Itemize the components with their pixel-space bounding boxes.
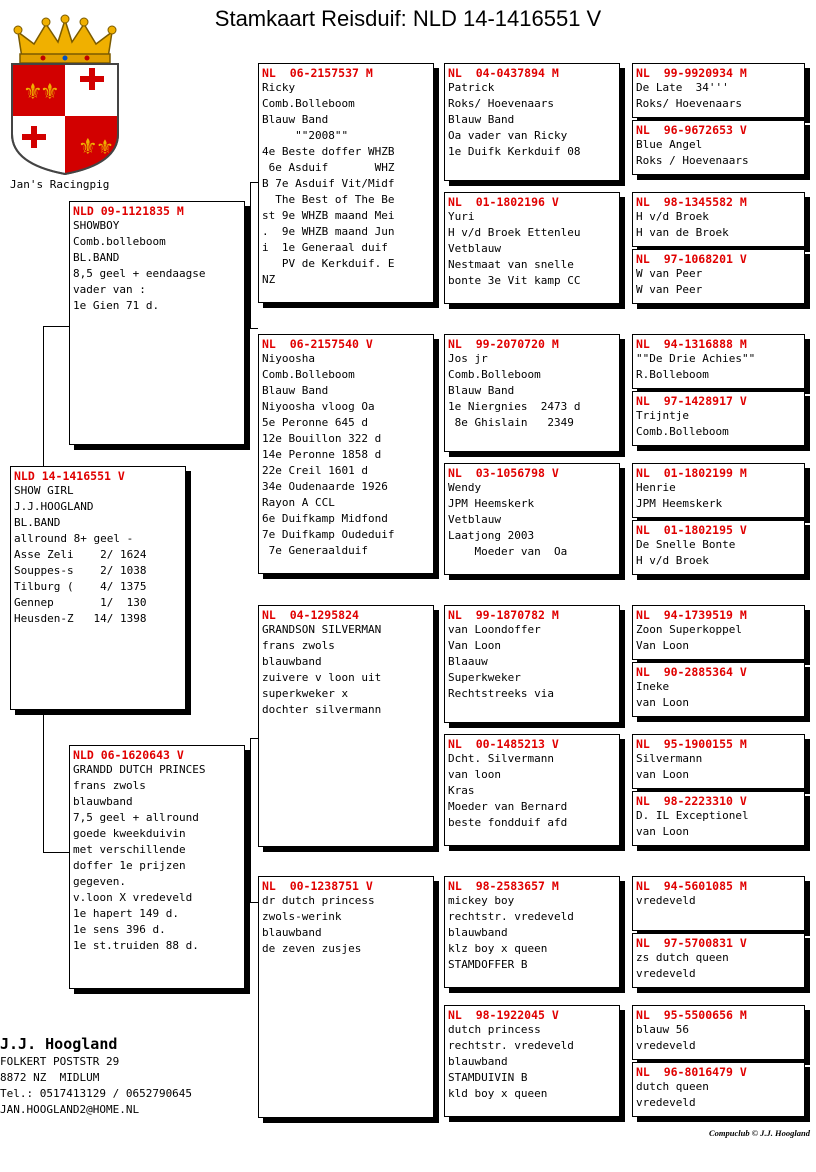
pedigree-line: 1e Gien 71 d. — [73, 299, 160, 312]
pedigree-line: Jos jr — [448, 352, 488, 365]
pedigree-line: mickey boy — [448, 894, 515, 907]
pedigree-ancestor — [632, 249, 805, 304]
pedigree-line: van loon — [448, 768, 501, 781]
pedigree-line: allround 8+ geel - — [14, 532, 134, 545]
pedigree-line: BL.BAND — [73, 251, 120, 264]
pedigree-line: dutch princess — [448, 1023, 541, 1036]
pedigree-line: 1e Duifk Kerkduif 08 — [448, 145, 581, 158]
ring-number: NL 94-1316888 M — [636, 337, 747, 351]
pedigree-line: Ineke — [636, 680, 670, 693]
ring-number: NL 98-1345582 M — [636, 195, 747, 209]
connector-line — [250, 738, 258, 739]
owner-block — [0, 1034, 192, 1118]
pedigree-line: zuivere v loon uit — [262, 671, 382, 684]
pedigree-line: H v/d Broek — [636, 210, 709, 223]
pedigree-line: Vetblauw — [448, 242, 501, 255]
pedigree-line: doffer 1e prijzen — [73, 859, 186, 872]
pedigree-line: frans zwols — [73, 779, 146, 792]
pedigree-mother — [69, 745, 245, 989]
svg-text:⚜: ⚜ — [96, 135, 114, 159]
ring-number: NL 01-1802195 V — [636, 523, 747, 537]
pedigree-line: Superkweker — [448, 671, 521, 684]
pedigree-ancestor — [632, 734, 805, 789]
pedigree-line: Blaauw — [448, 655, 488, 668]
pedigree-ancestor — [632, 120, 805, 175]
footer-credit: Compuclub © J.J. Hoogland — [708, 1128, 810, 1138]
pedigree-line: Roks/ Hoevenaars — [448, 97, 554, 110]
pedigree-great-grandparent — [444, 63, 620, 181]
pedigree-grandparent — [258, 605, 434, 847]
pedigree-line: Henrie — [636, 481, 676, 494]
pedigree-line: Moeder van Oa — [448, 545, 568, 558]
pedigree-line: 22e Creil 1601 d — [262, 464, 368, 477]
pedigree-line: 1e Niergnies 2473 d — [448, 400, 581, 413]
ring-number: NL 99-1870782 M — [448, 608, 559, 622]
pedigree-line: rechtstr. vredeveld — [448, 910, 574, 923]
pedigree-line: dochter silvermann — [262, 703, 382, 716]
pedigree-line: van Loon — [636, 696, 689, 709]
pedigree-line: van Loondoffer — [448, 623, 541, 636]
pedigree-ancestor — [632, 463, 805, 518]
pedigree-line: goede kweekduivin — [73, 827, 186, 840]
pedigree-subject — [10, 466, 186, 710]
pedigree-ancestor — [632, 876, 805, 931]
pedigree-line: Laatjong 2003 — [448, 529, 535, 542]
pedigree-line: BL.BAND — [14, 516, 61, 529]
pedigree-line: Zoon Superkoppel — [636, 623, 742, 636]
ring-number: NL 03-1056798 V — [448, 466, 559, 480]
ring-number: NL 97-1068201 V — [636, 252, 747, 266]
pedigree-line: Van Loon — [448, 639, 501, 652]
pedigree-line: blauw 56 — [636, 1023, 689, 1036]
pedigree-line: blauwband — [262, 655, 322, 668]
pedigree-ancestor — [632, 791, 805, 846]
pedigree-line: Comb.Bolleboom — [448, 368, 541, 381]
pedigree-ancestor — [632, 520, 805, 575]
pedigree-line: dutch queen — [636, 1080, 709, 1093]
pedigree-line: STAMDUIVIN B — [448, 1071, 528, 1084]
ring-number: NL 04-1295824 — [262, 608, 359, 622]
kennel-name: Jan's Racingpig — [10, 178, 110, 191]
pedigree-line: R.Bolleboom — [636, 368, 709, 381]
owner-address: FOLKERT POSTSTR 29 — [0, 1055, 120, 1068]
pedigree-line: van Loon — [636, 825, 689, 838]
crown-icon — [14, 15, 116, 63]
ring-number: NL 98-2583657 M — [448, 879, 559, 893]
owner-postal: 8872 NZ MIDLUM — [0, 1071, 100, 1084]
pedigree-line: blauwband — [448, 926, 508, 939]
connector-line — [250, 902, 258, 903]
pedigree-line: 1e st.truiden 88 d. — [73, 939, 199, 952]
ring-number: NL 98-2223310 V — [636, 794, 747, 808]
pedigree-line: 6e Asduif WHZ — [262, 161, 395, 174]
pedigree-line: Niyoosha — [262, 352, 315, 365]
pedigree-line: de zeven zusjes — [262, 942, 362, 955]
pedigree-line: NZ — [262, 273, 276, 286]
pedigree-line: 12e Bouillon 322 d — [262, 432, 382, 445]
connector-line — [250, 182, 258, 183]
pedigree-line: H v/d Broek Ettenleu — [448, 226, 581, 239]
ring-number: NL 04-0437894 M — [448, 66, 559, 80]
pedigree-line: Vetblauw — [448, 513, 501, 526]
pedigree-line: Rechtstreeks via — [448, 687, 554, 700]
pedigree-line: Dcht. Silvermann — [448, 752, 554, 765]
pedigree-line: H van de Broek — [636, 226, 729, 239]
pedigree-line: B 7e Asduif Vit/Midf — [262, 177, 395, 190]
page-title: Stamkaart Reisduif: NLD 14-1416551 V — [214, 6, 602, 31]
pedigree-line: blauwband — [73, 795, 133, 808]
pedigree-line: Rayon A CCL — [262, 496, 335, 509]
pedigree-line: ""2008"" — [262, 129, 349, 142]
pedigree-ancestor — [632, 1062, 805, 1117]
pedigree-line: Asse Zeli 2/ 1624 — [14, 548, 147, 561]
ring-number: NL 94-1739519 M — [636, 608, 747, 622]
pedigree-line: Oa vader van Ricky — [448, 129, 568, 142]
pedigree-line: The Best of The Be — [262, 193, 395, 206]
pedigree-ancestor — [632, 391, 805, 446]
pedigree-line: klz boy x queen — [448, 942, 548, 955]
ring-number: NL 96-9672653 V — [636, 123, 747, 137]
pedigree-line: Trijntje — [636, 409, 689, 422]
pedigree-line: W van Peer — [636, 267, 703, 280]
shield-icon — [12, 64, 118, 174]
pedigree-line: Blauw Band — [262, 384, 329, 397]
ring-number: NLD 14-1416551 V — [14, 469, 125, 483]
pedigree-great-grandparent — [444, 192, 620, 304]
pedigree-line: Blauw Band — [448, 384, 515, 397]
pedigree-ancestor — [632, 334, 805, 389]
pedigree-line: Heusden-Z 14/ 1398 — [14, 612, 147, 625]
pedigree-line: vredeveld — [636, 1039, 696, 1052]
pedigree-line: SHOWBOY — [73, 219, 120, 232]
pedigree-line: dr dutch princess — [262, 894, 375, 907]
pedigree-line: 7e Generaalduif — [262, 544, 368, 557]
pedigree-great-grandparent — [444, 463, 620, 575]
pedigree-line: Nestmaat van snelle — [448, 258, 574, 271]
pedigree-line: PV de Kerkduif. E — [262, 257, 395, 270]
connector-line — [43, 714, 44, 852]
ring-number: NL 06-2157540 V — [262, 337, 373, 351]
connector-line — [250, 738, 251, 902]
pedigree-line: Moeder van Bernard — [448, 800, 568, 813]
pedigree-line: 7e Duifkamp Oudeduif — [262, 528, 395, 541]
pedigree-line: SHOW GIRL — [14, 484, 74, 497]
pedigree-grandparent — [258, 876, 434, 1118]
pedigree-line: Comb.Bolleboom — [636, 425, 729, 438]
pedigree-ancestor — [632, 63, 805, 118]
pedigree-line: 8e Ghislain 2349 — [448, 416, 574, 429]
pedigree-great-grandparent — [444, 734, 620, 846]
pedigree-line: 14e Peronne 1858 d — [262, 448, 382, 461]
owner-name: J.J. Hoogland — [0, 1035, 118, 1053]
pedigree-line: Roks/ Hoevenaars — [636, 97, 742, 110]
pedigree-line: De Snelle Bonte — [636, 538, 736, 551]
pedigree-line: Kras — [448, 784, 475, 797]
owner-phone: Tel.: 0517413129 / 0652790645 — [0, 1087, 193, 1100]
owner-email: JAN.HOOGLAND2@HOME.NL — [0, 1103, 140, 1116]
pedigree-great-grandparent — [444, 876, 620, 988]
pedigree-line: Van Loon — [636, 639, 689, 652]
pedigree-ancestor — [632, 605, 805, 660]
pedigree-line: Comb.Bolleboom — [262, 368, 355, 381]
svg-text:⚜: ⚜ — [23, 80, 43, 105]
pedigree-line: 8,5 geel + eendaagse — [73, 267, 206, 280]
pedigree-line: Yuri — [448, 210, 475, 223]
ring-number: NL 97-1428917 V — [636, 394, 747, 408]
ring-number: NL 06-2157537 M — [262, 66, 373, 80]
pedigree-great-grandparent — [444, 334, 620, 452]
pedigree-ancestor — [632, 1005, 805, 1060]
pedigree-line: vredeveld — [636, 967, 696, 980]
pedigree-line: JPM Heemskerk — [448, 497, 535, 510]
pedigree-line: ""De Drie Achies"" — [636, 352, 756, 365]
ring-number: NL 97-5700831 V — [636, 936, 747, 950]
pedigree-line: i 1e Generaal duif — [262, 241, 388, 254]
pedigree-line: GRANDD DUTCH PRINCES — [73, 763, 206, 776]
pedigree-line: met verschillende — [73, 843, 186, 856]
ring-number: NL 00-1238751 V — [262, 879, 373, 893]
pedigree-line: Silvermann — [636, 752, 703, 765]
pedigree-line: kld boy x queen — [448, 1087, 548, 1100]
pedigree-father — [69, 201, 245, 445]
ring-number: NL 94-5601085 M — [636, 879, 747, 893]
pedigree-line: De Late 34''' — [636, 81, 729, 94]
ring-number: NL 99-9920934 M — [636, 66, 747, 80]
pedigree-line: 7,5 geel + allround — [73, 811, 199, 824]
pedigree-grandparent — [258, 63, 434, 303]
pedigree-ancestor — [632, 933, 805, 988]
pedigree-line: rechtstr. vredeveld — [448, 1039, 574, 1052]
pedigree-line: van Loon — [636, 768, 689, 781]
pedigree-line: Blauw Band — [262, 113, 329, 126]
pedigree-ancestor — [632, 662, 805, 717]
ring-number: NL 99-2070720 M — [448, 337, 559, 351]
pedigree-line: zwols-werink — [262, 910, 342, 923]
pedigree-line: Roks / Hoevenaars — [636, 154, 749, 167]
pedigree-line: Niyoosha vloog Oa — [262, 400, 375, 413]
pedigree-line: frans zwols — [262, 639, 335, 652]
pedigree-line: 1e hapert 149 d. — [73, 907, 179, 920]
pedigree-line: zs dutch queen — [636, 951, 729, 964]
pedigree-grandparent — [258, 334, 434, 574]
pedigree-line: 4e Beste doffer WHZB — [262, 145, 395, 158]
pedigree-line: 6e Duifkamp Midfond — [262, 512, 388, 525]
ring-number: NL 95-1900155 M — [636, 737, 747, 751]
pedigree-line: Comb.Bolleboom — [262, 97, 355, 110]
pedigree-line: Blauw Band — [448, 113, 515, 126]
pedigree-line: gegeven. — [73, 875, 126, 888]
ring-number: NL 96-8016479 V — [636, 1065, 747, 1079]
pedigree-line: Tilburg ( 4/ 1375 — [14, 580, 147, 593]
pedigree-line: JPM Heemskerk — [636, 497, 723, 510]
pedigree-line: H v/d Broek — [636, 554, 709, 567]
pedigree-line: blauwband — [448, 1055, 508, 1068]
pedigree-great-grandparent — [444, 1005, 620, 1117]
pedigree-line: Blue Angel — [636, 138, 703, 151]
svg-text:⚜: ⚜ — [40, 80, 60, 105]
pedigree-line: st 9e WHZB maand Mei — [262, 209, 395, 222]
ring-number: NL 01-1802199 M — [636, 466, 747, 480]
pedigree-line: . 9e WHZB maand Jun — [262, 225, 395, 238]
pedigree-line: D. IL Exceptionel — [636, 809, 749, 822]
pedigree-line: Souppes-s 2/ 1038 — [14, 564, 147, 577]
pedigree-line: beste fondduif afd — [448, 816, 568, 829]
pedigree-ancestor — [632, 192, 805, 247]
pedigree-line: GRANDSON SILVERMAN — [262, 623, 382, 636]
pedigree-line: bonte 3e Vit kamp CC — [448, 274, 581, 287]
pedigree-line: blauwband — [262, 926, 322, 939]
pedigree-line: 5e Peronne 645 d — [262, 416, 368, 429]
coat-of-arms-logo — [8, 14, 122, 176]
connector-line — [43, 326, 44, 468]
pedigree-line: W van Peer — [636, 283, 703, 296]
ring-number: NL 95-5500656 M — [636, 1008, 747, 1022]
connector-line — [43, 326, 69, 327]
pedigree-line: vader van : — [73, 283, 146, 296]
ring-number: NLD 09-1121835 M — [73, 204, 184, 218]
pedigree-line: v.loon X vredeveld — [73, 891, 193, 904]
pedigree-line: vredeveld — [636, 1096, 696, 1109]
ring-number: NL 00-1485213 V — [448, 737, 559, 751]
ring-number: NL 90-2885364 V — [636, 665, 747, 679]
pedigree-line: J.J.HOOGLAND — [14, 500, 94, 513]
ring-number: NL 98-1922045 V — [448, 1008, 559, 1022]
pedigree-line: Wendy — [448, 481, 482, 494]
pedigree-line: 1e sens 396 d. — [73, 923, 166, 936]
pedigree-line: Ricky — [262, 81, 296, 94]
ring-number: NLD 06-1620643 V — [73, 748, 184, 762]
connector-line — [250, 182, 251, 328]
svg-text:⚜: ⚜ — [78, 135, 98, 160]
pedigree-line: 34e Oudenaarde 1926 — [262, 480, 388, 493]
pedigree-line: STAMDOFFER B — [448, 958, 528, 971]
pedigree-line: Gennep 1/ 130 — [14, 596, 147, 609]
pedigree-great-grandparent — [444, 605, 620, 723]
ring-number: NL 01-1802196 V — [448, 195, 559, 209]
pedigree-line: Patrick — [448, 81, 495, 94]
pedigree-line: Comb.bolleboom — [73, 235, 166, 248]
connector-line — [250, 328, 258, 329]
pedigree-line: vredeveld — [636, 894, 696, 907]
connector-line — [43, 852, 69, 853]
pedigree-line: superkweker x — [262, 687, 349, 700]
